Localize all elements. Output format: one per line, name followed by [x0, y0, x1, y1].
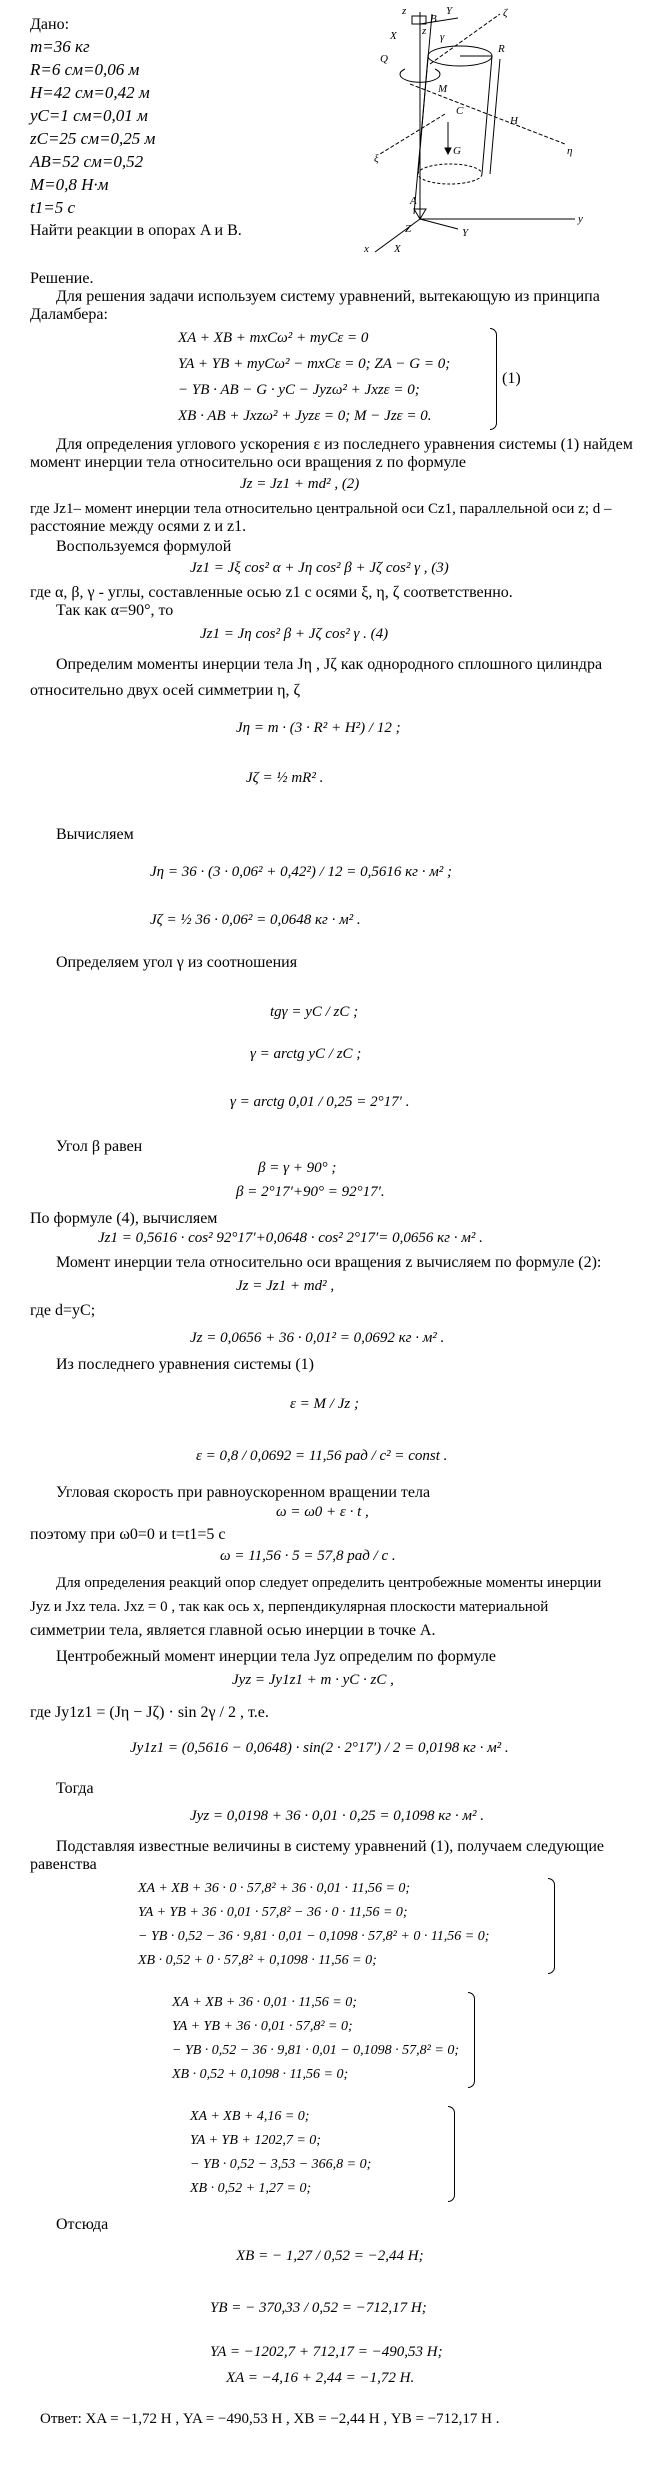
formula-13: ω = ω0 + ε · t ,: [276, 1504, 369, 1520]
sys1-label: (1): [502, 370, 521, 387]
mechanism-figure: [350, 4, 590, 254]
svg-text:B: B: [430, 13, 437, 25]
svg-text:η: η: [567, 145, 573, 157]
svg-text:Q: Q: [380, 53, 388, 65]
svg-text:X: X: [390, 30, 397, 42]
para-2b: момент инерции тела относительно оси вращения z по формуле: [30, 454, 466, 471]
given-zc: zC=25 см=0,25 м: [30, 129, 156, 148]
given-ab: AB=52 см=0,52: [30, 152, 144, 171]
formula-12b: ε = 0,8 / 0,0692 = 11,56 рад / с² = const .: [196, 1448, 448, 1464]
formula-11: Jz = 0,0656 + 36 · 0,01² = 0,0692 кг · м² .: [190, 1330, 445, 1346]
sys3-eq-3: − YB · 0,52 − 36 · 9,81 · 0,01 − 0,1098 · 57,8² = 0;: [172, 2043, 459, 2058]
formula-3: Jz1 = Jξ cos² α + Jη cos² β + Jζ cos² γ , (3): [190, 560, 449, 576]
formula-10: Jz = Jz1 + md² ,: [236, 1278, 335, 1294]
formula-12a: ε = M / Jz ;: [290, 1396, 359, 1412]
sys1-eq-4: XB · AB + Jxzω² + Jyzε = 0; M − Jzε = 0.: [178, 408, 432, 424]
sys3-eq-1: XA + XB + 36 · 0,01 · 11,56 = 0;: [172, 1995, 357, 2010]
sys3-brace: [468, 1992, 475, 2088]
given-height: H=42 см=0,42 м: [30, 83, 150, 102]
task-statement: Найти реакции в опорах A и B.: [30, 222, 242, 239]
formula-2: Jz = Jz1 + md² , (2): [240, 476, 360, 492]
formula-14: ω = 11,56 · 5 = 57,8 рад / с .: [220, 1548, 396, 1564]
svg-text:R: R: [498, 43, 505, 55]
svg-text:z: z: [422, 25, 427, 37]
para-21: Подставляя известные величины в систему уравнений (1), получаем следующие: [56, 1838, 605, 1855]
formula-7b: γ = arctg yC / zC ;: [250, 1046, 362, 1062]
svg-text:ξ: ξ: [374, 153, 379, 165]
formula-5a: Jη = m · (3 · R² + H²) / 12 ;: [236, 720, 401, 736]
svg-text:Y: Y: [462, 227, 469, 239]
formula-9: Jz1 = 0,5616 · cos² 92°17′+0,0648 · cos² 2°17′= 0,0656 кг · м² .: [98, 1230, 483, 1246]
sys4-eq-3: − YB · 0,52 − 3,53 − 366,8 = 0;: [190, 2157, 372, 2172]
para-1: Для решения задачи используем систему уравнений, вытекающую из принципа: [56, 288, 600, 305]
formula-6a: Jη = 36 · (3 · 0,06² + 0,42²) / 12 = 0,5616 кг · м² ;: [150, 864, 453, 880]
para-5: где α, β, γ - углы, составленные осью z1 с осями ξ, η, ζ соответственно.: [30, 584, 513, 601]
para-19: где Jy1z1 = (Jη − Jζ) · sin 2γ / 2 , т.е.: [30, 1704, 269, 1721]
para-3b: расстояние между осями z и z1.: [30, 518, 247, 535]
para-12: Момент инерции тела относительно оси вращения z вычисляем по формуле (2):: [56, 1254, 602, 1271]
formula-17: Jyz = 0,0198 + 36 · 0,01 · 0,25 = 0,1098 кг · м² .: [190, 1808, 484, 1824]
sys1-eq-2: YA + YB + myCω² − mxCε = 0; ZA − G = 0;: [178, 356, 451, 372]
formula-16: Jy1z1 = (0,5616 − 0,0648) · sin(2 · 2°17′) / 2 = 0,0198 кг · м² .: [130, 1740, 509, 1756]
formula-8a: β = γ + 90° ;: [258, 1160, 337, 1176]
svg-text:C: C: [456, 105, 464, 117]
answer-line: Ответ: XA = −1,72 Н , YA = −490,53 Н , XB = −2,44 Н , YB = −712,17 Н .: [40, 2411, 500, 2427]
svg-text:G: G: [453, 145, 461, 157]
solution-title: Решение.: [30, 270, 94, 287]
para-9: Определяем угол γ из соотношения: [56, 954, 298, 971]
sys1-brace: [490, 328, 497, 430]
formula-8b: β = 2°17′+90° = 92°17′.: [236, 1184, 385, 1200]
formula-7a: tgγ = yC / zC ;: [270, 1004, 359, 1020]
para-17: Для определения реакций опор следует определить центробежные моменты инерции: [56, 1575, 602, 1591]
para-17b: Jyz и Jxz тела. Jxz = 0 , так как ось x, перпендикулярная плоскости материальной: [30, 1599, 549, 1615]
given-mass: m=36 кг: [30, 37, 90, 56]
sys2-eq-2: YA + YB + 36 · 0,01 · 57,8² − 36 · 0 · 11,56 = 0;: [138, 1905, 408, 1920]
result-xb: XB = − 1,27 / 0,52 = −2,44 Н;: [236, 2248, 424, 2264]
given-radius: R=6 см=0,06 м: [30, 60, 140, 79]
formula-7c: γ = arctg 0,01 / 0,25 = 2°17′ .: [230, 1094, 410, 1110]
para-7b: относительно двух осей симметрии η, ζ: [30, 682, 301, 699]
para-20: Тогда: [56, 1780, 94, 1797]
formula-6b: Jζ = ½ 36 · 0,06² = 0,0648 кг · м² .: [150, 912, 361, 928]
svg-text:Z: Z: [405, 223, 412, 235]
svg-text:y: y: [578, 213, 583, 225]
svg-text:z: z: [402, 5, 407, 17]
para-8: Вычисляем: [56, 826, 134, 843]
para-2: Для определения углового ускорения ε из последнего уравнения системы (1) найдем: [56, 436, 633, 453]
para-4: Воспользуемся формулой: [56, 538, 232, 555]
para-21b: равенства: [30, 1856, 97, 1873]
sys2-brace: [548, 1878, 555, 1974]
sys1-eq-3: − YB · AB − G · yC − Jyzω² + Jxzε = 0;: [178, 382, 420, 398]
result-ya: YA = −1202,7 + 712,17 = −490,53 Н;: [210, 2344, 443, 2360]
para-22: Отсюда: [56, 2216, 109, 2233]
given-moment: M=0,8 Н·м: [30, 175, 109, 194]
sys3-eq-4: XB · 0,52 + 0,1098 · 11,56 = 0;: [172, 2067, 349, 2082]
para-18: Центробежный момент инерции тела Jyz определим по формуле: [56, 1648, 496, 1665]
para-11: По формуле (4), вычисляем: [30, 1210, 218, 1227]
sys2-eq-4: XB · 0,52 + 0 · 57,8² + 0,1098 · 11,56 = 0;: [138, 1953, 377, 1968]
para-1b: Даламбера:: [30, 306, 108, 323]
sys4-eq-1: XA + XB + 4,16 = 0;: [190, 2109, 310, 2124]
para-7: Определим моменты инерции тела Jη , Jζ как однородного сплошного цилиндра: [56, 656, 603, 673]
formula-4: Jz1 = Jη cos² β + Jζ cos² γ . (4): [200, 626, 389, 642]
para-3: где Jz1– момент инерции тела относительно центральной оси Cz1, параллельной оси z; d –: [30, 501, 612, 517]
svg-text:x: x: [364, 243, 369, 254]
sys2-eq-1: XA + XB + 36 · 0 · 57,8² + 36 · 0,01 · 11,56 = 0;: [138, 1881, 411, 1896]
para-15: Угловая скорость при равноускоренном вращении тела: [56, 1484, 431, 1501]
sys4-eq-4: XB · 0,52 + 1,27 = 0;: [190, 2181, 312, 2196]
result-xa: XA = −4,16 + 2,44 = −1,72 Н.: [226, 2370, 415, 2386]
formula-15: Jyz = Jy1z1 + m · yC · zC ,: [232, 1672, 394, 1688]
given-yc: yC=1 см=0,01 м: [30, 106, 148, 125]
sys2-eq-3: − YB · 0,52 − 36 · 9,81 · 0,01 − 0,1098 · 57,8² + 0 · 11,56 = 0;: [138, 1929, 490, 1944]
svg-text:M: M: [438, 83, 448, 95]
para-13: где d=yC;: [30, 1302, 96, 1319]
svg-text:X: X: [394, 243, 401, 254]
svg-text:Y: Y: [446, 5, 453, 17]
sys3-eq-2: YA + YB + 36 · 0,01 · 57,8² = 0;: [172, 2019, 353, 2034]
sys1-eq-1: XA + XB + mxCω² + myCε = 0: [178, 330, 369, 346]
svg-text:γ: γ: [440, 31, 445, 43]
given-time: t1=5 c: [30, 198, 75, 217]
para-14: Из последнего уравнения системы (1): [56, 1356, 314, 1373]
para-17c: симметрии тела, является главной осью инерции в точке A.: [30, 1622, 436, 1639]
sys4-eq-2: YA + YB + 1202,7 = 0;: [190, 2133, 321, 2148]
svg-text:H: H: [510, 115, 518, 127]
result-yb: YB = − 370,33 / 0,52 = −712,17 Н;: [210, 2300, 427, 2316]
para-6: Так как α=90°, то: [56, 602, 174, 619]
sys4-brace: [448, 2106, 455, 2202]
given-title: Дано:: [30, 16, 70, 33]
para-16: поэтому при ω0=0 и t=t1=5 c: [30, 1526, 226, 1543]
formula-5b: Jζ = ½ mR² .: [246, 770, 324, 786]
para-10: Угол β равен: [56, 1138, 143, 1155]
svg-text:ζ: ζ: [503, 7, 508, 19]
svg-text:A: A: [410, 195, 417, 207]
